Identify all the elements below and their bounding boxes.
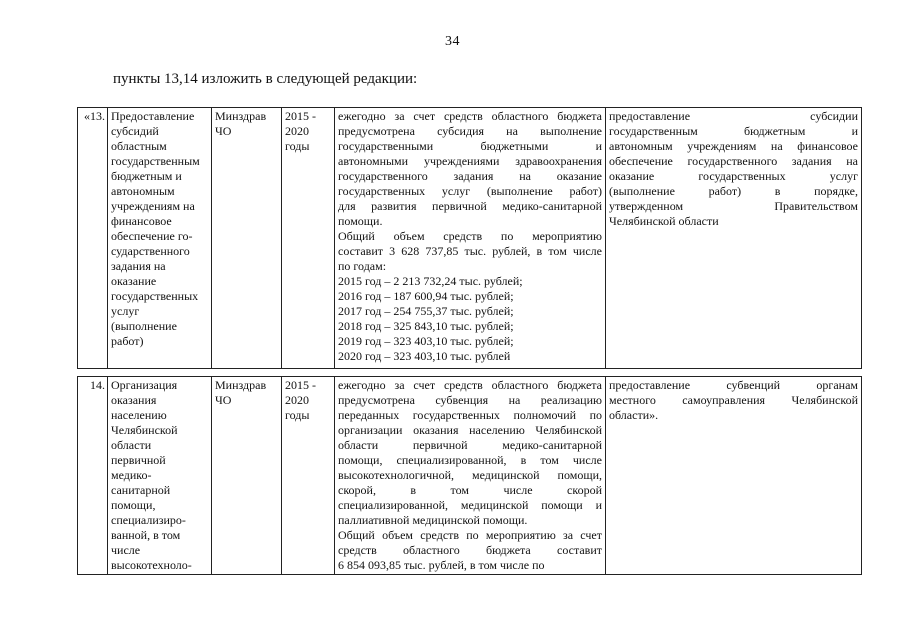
cell-line: годы bbox=[285, 408, 310, 422]
cell-line: 2020 bbox=[285, 124, 309, 138]
cell-line: помощи, специализированной, в том числе bbox=[338, 453, 602, 467]
cell-line: субсидий bbox=[111, 124, 159, 138]
cell-line: задания на bbox=[111, 259, 166, 273]
measure-name-cell bbox=[108, 108, 212, 369]
cell-line: Общий объем средств по мероприятию bbox=[338, 229, 602, 243]
cell-line: области первичной медико-санитарной bbox=[338, 438, 602, 452]
cell-line: 2020 bbox=[285, 393, 309, 407]
cell-line: оказание государственных услуг bbox=[609, 169, 858, 183]
cell-line: государственного задания на оказание bbox=[338, 169, 602, 183]
cell-line: государственным бюджетным и bbox=[609, 124, 858, 138]
measure-name-cell bbox=[108, 377, 212, 575]
cell-line: 2019 год – 323 403,10 тыс. рублей; bbox=[338, 334, 514, 348]
cell-line: числе bbox=[111, 543, 141, 557]
cell-line: первичной bbox=[111, 453, 166, 467]
cell-line: услуг bbox=[111, 304, 140, 318]
cell-line: годы bbox=[285, 139, 310, 153]
cell-line: средств областного бюджета составит bbox=[338, 543, 602, 557]
cell-line: 2015 - bbox=[285, 378, 316, 392]
table-row bbox=[78, 108, 862, 369]
cell-line: Челябинской bbox=[111, 423, 178, 437]
cell-line: предоставление субвенций органам bbox=[609, 378, 858, 392]
measures-table bbox=[77, 107, 862, 575]
cell-line: скорой, в том числе скорой bbox=[338, 483, 602, 497]
cell-line: обеспечение государственного задания на bbox=[609, 154, 858, 168]
cell-line: специализиро- bbox=[111, 513, 186, 527]
cell-line: Минздрав bbox=[215, 109, 267, 123]
cell-line: населению bbox=[111, 408, 167, 422]
cell-line: (выполнение bbox=[111, 319, 177, 333]
cell-line: 6 854 093,85 тыс. рублей, в том числе по bbox=[338, 558, 545, 572]
cell-line: 2018 год – 325 843,10 тыс. рублей; bbox=[338, 319, 514, 333]
cell-line: санитарной bbox=[111, 483, 171, 497]
cell-line: обеспечение го- bbox=[111, 229, 193, 243]
cell-line: автономным учреждениям на финансовое bbox=[609, 139, 858, 153]
cell-line: предоставление субсидии bbox=[609, 109, 858, 123]
cell-line: ЧО bbox=[215, 124, 232, 138]
cell-line: Организация bbox=[111, 378, 178, 392]
cell-line: медико- bbox=[111, 468, 152, 482]
cell-line: организации оказания населению Челябинской bbox=[338, 423, 602, 437]
cell-line: оказания bbox=[111, 393, 157, 407]
cell-line: переданных государственных полномочий по bbox=[338, 408, 602, 422]
cell-line: высокотехноло- bbox=[111, 558, 192, 572]
cell-line: Минздрав bbox=[215, 378, 267, 392]
page-number: 34 bbox=[445, 34, 460, 49]
table-gap bbox=[78, 369, 862, 377]
cell-line: Предоставление bbox=[111, 109, 195, 123]
cell-line: областным bbox=[111, 139, 167, 153]
cell-line: помощи, bbox=[111, 498, 156, 512]
cell-line: области». bbox=[609, 408, 659, 422]
cell-line: государственным bbox=[111, 154, 200, 168]
cell-line: 2015 - bbox=[285, 109, 316, 123]
cell-line: государственными бюджетными и bbox=[338, 139, 602, 153]
cell-line: помощи. bbox=[338, 214, 383, 228]
cell-line: паллиативной медицинской помощи. bbox=[338, 513, 528, 527]
cell-line: (выполнение работ) в порядке, bbox=[609, 184, 858, 198]
cell-line: бюджетным и bbox=[111, 169, 182, 183]
cell-line: 2017 год – 254 755,37 тыс. рублей; bbox=[338, 304, 514, 318]
cell-line: области bbox=[111, 438, 152, 452]
period-cell bbox=[282, 377, 335, 575]
row-number-cell: 14. bbox=[78, 377, 108, 575]
cell-line: сударственного bbox=[111, 244, 190, 258]
cell-line: ЧО bbox=[215, 393, 232, 407]
cell-line: специализированной, медицинской помощи и bbox=[338, 498, 602, 512]
cell-line: 2015 год – 2 213 732,24 тыс. рублей; bbox=[338, 274, 523, 288]
cell-line: утвержденном Правительством bbox=[609, 199, 858, 213]
cell-line: для развития первичной медико-санитарной bbox=[338, 199, 602, 213]
cell-line: оказание bbox=[111, 274, 157, 288]
cell-line: местного самоуправления Челябинской bbox=[609, 393, 858, 407]
cell-line: 2016 год – 187 600,94 тыс. рублей; bbox=[338, 289, 514, 303]
cell-line: работ) bbox=[111, 334, 144, 348]
cell-line: автономным bbox=[111, 184, 175, 198]
period-cell bbox=[282, 108, 335, 369]
cell-line: 2020 год – 323 403,10 тыс. рублей bbox=[338, 349, 511, 363]
cell-line: учреждениям на bbox=[111, 199, 195, 213]
executor-cell bbox=[212, 108, 282, 369]
cell-line: ежегодно за счет средств областного бюджета bbox=[338, 378, 602, 392]
cell-line: финансовое bbox=[111, 214, 172, 228]
cell-line: государственных услуг (выполнение работ) bbox=[338, 184, 602, 198]
cell-line: ежегодно за счет средств областного бюджета bbox=[338, 109, 602, 123]
row-number-cell: «13. bbox=[78, 108, 108, 369]
table-row bbox=[78, 377, 862, 575]
result-cell bbox=[606, 377, 862, 575]
cell-line: предусмотрена субсидия на выполнение bbox=[338, 124, 602, 138]
cell-line: ванной, в том bbox=[111, 528, 181, 542]
cell-line: высокотехнологичной, медицинской помощи, bbox=[338, 468, 602, 482]
cell-line: Челябинской области bbox=[609, 214, 719, 228]
cell-line: государственных bbox=[111, 289, 199, 303]
cell-line: автономными учреждениями здравоохранения bbox=[338, 154, 602, 168]
result-cell bbox=[606, 108, 862, 369]
cell-line: Общий объем средств по мероприятию за счет bbox=[338, 528, 602, 542]
cell-line: предусмотрена субвенция на реализацию bbox=[338, 393, 602, 407]
funding-cell bbox=[335, 108, 606, 369]
executor-cell bbox=[212, 377, 282, 575]
intro-text: пункты 13,14 изложить в следующей редакции: bbox=[113, 71, 418, 87]
cell-line: по годам: bbox=[338, 259, 387, 273]
cell-line: составит 3 628 737,85 тыс. рублей, в том числе bbox=[338, 244, 602, 258]
funding-cell bbox=[335, 377, 606, 575]
